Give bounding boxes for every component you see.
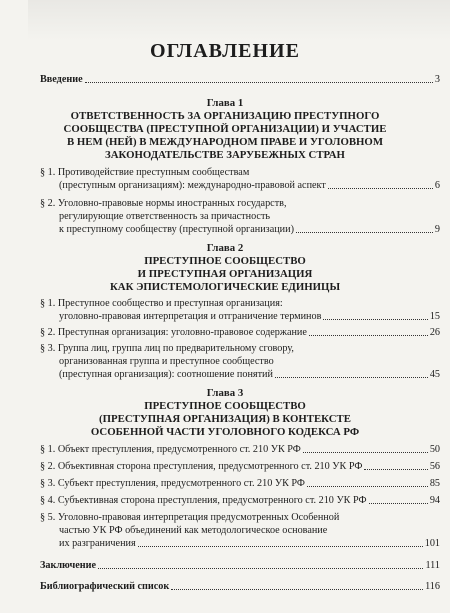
toc-entry-ch1-s2-line[interactable]: § 2. Уголовно-правовые нормы иностранных государств,	[40, 198, 287, 209]
toc-entry-ch2-s3-line[interactable]: организованная группа и преступное сообщество	[59, 356, 274, 367]
toc-entry-conclusion[interactable]	[40, 559, 440, 572]
toc-entry-bibliography[interactable]	[40, 580, 440, 593]
toc-entry-ch3-s2[interactable]	[40, 460, 440, 473]
leader-dots	[328, 188, 433, 189]
leader-dots	[171, 589, 423, 590]
toc-entry-ch3-s4[interactable]	[40, 494, 440, 507]
chapter-3-title-line: ПРЕСТУПНОЕ СООБЩЕСТВО	[144, 400, 306, 412]
chapter-1-title-line: ОТВЕТСТВЕННОСТЬ ЗА ОРГАНИЗАЦИЮ ПРЕСТУПНОГО	[70, 110, 380, 122]
toc-entry-ch1-s2-line[interactable]: регулирующие ответственность за причастность	[59, 211, 271, 222]
chapter-2-title-line: И ПРЕСТУПНАЯ ОРГАНИЗАЦИЯ	[137, 268, 313, 280]
chapter-1-label: Глава 1	[206, 97, 244, 109]
page-title: ОГЛАВЛЕНИЕ	[150, 40, 300, 62]
leader-dots	[85, 82, 433, 83]
entry-page: 94	[429, 495, 440, 506]
entry-page: 45	[429, 369, 440, 380]
leader-dots	[275, 377, 428, 378]
toc-entry-ch3-s5[interactable]	[59, 537, 440, 550]
entry-page: 50	[429, 444, 440, 455]
leader-dots	[307, 486, 428, 487]
toc-entry-ch3-s5-line[interactable]: частью УК РФ объединений как методологическое основание	[59, 525, 328, 536]
entry-page: 85	[429, 478, 440, 489]
toc-entry-ch1-s1-line[interactable]: § 1. Противодействие преступным сообществам	[40, 167, 250, 178]
chapter-3-title-line: ОСОБЕННОЙ ЧАСТИ УГОЛОВНОГО КОДЕКСА РФ	[90, 426, 360, 438]
entry-label: к преступному сообществу (преступной организации)	[59, 224, 294, 235]
toc-entry-ch3-s3[interactable]	[40, 477, 440, 490]
toc-entry-ch2-s3[interactable]	[59, 368, 440, 381]
leader-dots	[309, 335, 428, 336]
chapter-1-title-line: СООБЩЕСТВА (ПРЕСТУПНОЙ ОРГАНИЗАЦИИ) И УЧАСТИЕ	[63, 123, 387, 135]
toc-entry-ch2-s1-line[interactable]: § 1. Преступное сообщество и преступная организация:	[40, 298, 283, 309]
entry-page: 6	[434, 180, 440, 191]
chapter-1-title-line: ЗАКОНОДАТЕЛЬСТВЕ ЗАРУБЕЖНЫХ СТРАН	[105, 149, 345, 161]
entry-page: 56	[429, 461, 440, 472]
leader-dots	[303, 452, 428, 453]
entry-label: (преступная организация): соотношение понятий	[59, 369, 273, 380]
entry-label: § 3. Субъект преступления, предусмотренного ст. 210 УК РФ	[40, 478, 305, 489]
chapter-2-title-line: КАК ЭПИСТЕМОЛОГИЧЕСКИЕ ЕДИНИЦЫ	[109, 281, 341, 293]
chapter-1-title-line: В НЕМ (НЕЙ) В МЕЖДУНАРОДНОМ ПРАВЕ И УГОЛОВНОМ	[66, 136, 384, 148]
entry-label: § 2. Преступная организация: уголовно-правовое содержание	[40, 327, 307, 338]
bleed-through-strip	[28, 0, 450, 40]
leader-dots	[364, 469, 427, 470]
entry-label: уголовно-правовая интерпретация и отграничение терминов	[59, 311, 322, 322]
chapter-3-label: Глава 3	[206, 387, 244, 399]
entry-label: Библиографический список	[40, 581, 170, 592]
entry-label: § 2. Объективная сторона преступления, предусмотренного ст. 210 УК РФ	[40, 461, 363, 472]
toc-entry-ch1-s2[interactable]	[59, 223, 440, 236]
entry-page: 111	[425, 560, 440, 571]
entry-label: (преступным организациям): международно-правовой аспект	[59, 180, 326, 191]
leader-dots	[138, 546, 423, 547]
toc-entry-intro[interactable]	[40, 73, 440, 86]
toc-entry-ch3-s1[interactable]	[40, 443, 440, 456]
entry-page: 116	[425, 581, 440, 592]
toc-entry-ch2-s3-line[interactable]: § 3. Группа лиц, группа лиц по предварительному сговору,	[40, 343, 294, 354]
entry-page: 101	[424, 538, 440, 549]
entry-label: их разграничения	[59, 538, 136, 549]
toc-entry-ch2-s2[interactable]	[40, 326, 440, 339]
toc-entry-ch1-s1[interactable]	[59, 179, 440, 192]
entry-page: 26	[429, 327, 440, 338]
entry-page: 9	[434, 224, 440, 235]
entry-page: 15	[429, 311, 440, 322]
leader-dots	[98, 568, 423, 569]
toc-entry-ch2-s1[interactable]	[59, 310, 440, 323]
chapter-3-title-line: (ПРЕСТУПНАЯ ОРГАНИЗАЦИЯ) В КОНТЕКСТЕ	[99, 413, 351, 425]
chapter-2-label: Глава 2	[206, 242, 244, 254]
entry-label: Введение	[40, 74, 83, 85]
entry-label: § 4. Субъективная сторона преступления, предусмотренного ст. 210 УК РФ	[40, 495, 367, 506]
chapter-2-title-line: ПРЕСТУПНОЕ СООБЩЕСТВО	[144, 255, 306, 267]
entry-label: Заключение	[40, 560, 96, 571]
leader-dots	[323, 319, 427, 320]
leader-dots	[296, 232, 433, 233]
entry-label: § 1. Объект преступления, предусмотренного ст. 210 УК РФ	[40, 444, 301, 455]
entry-page: 3	[434, 74, 440, 85]
leader-dots	[369, 503, 428, 504]
toc-entry-ch3-s5-line[interactable]: § 5. Уголовно-правовая интерпретация предусмотренных Особенной	[40, 512, 340, 523]
